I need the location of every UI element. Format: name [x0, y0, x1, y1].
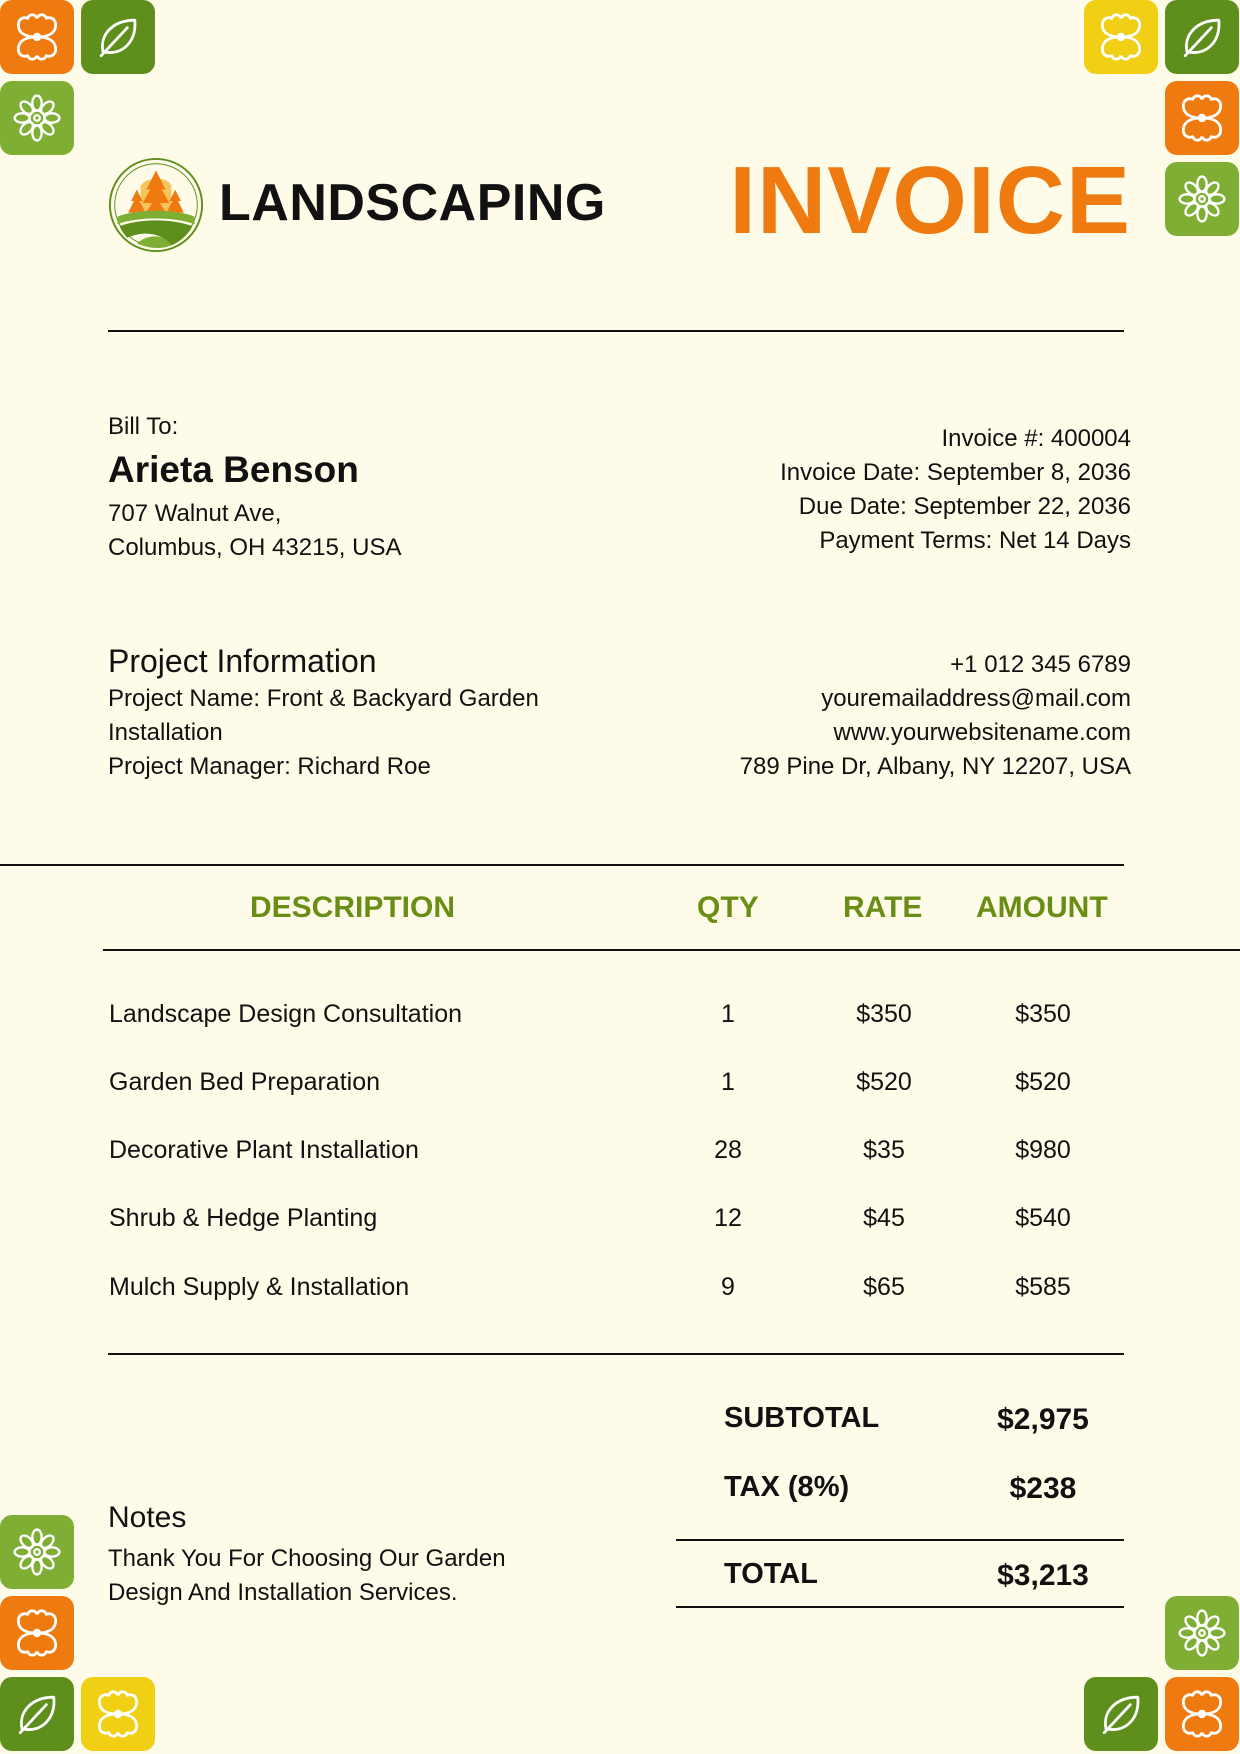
- row-qty: 1: [721, 1068, 735, 1096]
- subtotal-label: SUBTOTAL: [724, 1402, 880, 1434]
- row-rate: $65: [863, 1273, 905, 1301]
- payment-terms: Payment Terms: Net 14 Days: [819, 527, 1131, 554]
- notes-text: [108, 1542, 548, 1610]
- leaf-icon: [0, 1677, 74, 1751]
- row-amount: $540: [1015, 1204, 1071, 1232]
- flower-icon: [0, 1596, 74, 1670]
- client-name: Arieta Benson: [108, 449, 359, 490]
- row-qty: 28: [714, 1136, 742, 1164]
- flower-icon: [81, 1677, 155, 1751]
- row-description: Decorative Plant Installation: [109, 1136, 419, 1164]
- notes-title: Notes: [108, 1501, 187, 1534]
- company-contact: [571, 648, 1131, 784]
- project-name-line1: Project Name: Front & Backyard Garden: [108, 685, 539, 712]
- row-amount: $585: [1015, 1273, 1071, 1301]
- bill-to-label: Bill To:: [108, 413, 179, 440]
- flower-icon: [1084, 0, 1158, 74]
- row-description: Mulch Supply & Installation: [109, 1273, 410, 1301]
- divider: [0, 864, 1124, 866]
- column-header-description: DESCRIPTION: [250, 891, 456, 924]
- sunflower-icon: [1165, 162, 1239, 236]
- project-info-title: Project Information: [108, 643, 377, 679]
- client-address: [108, 497, 568, 565]
- contact-website: www.yourwebsitename.com: [833, 719, 1131, 746]
- page-title: INVOICE: [729, 147, 1131, 254]
- divider: [103, 949, 1240, 951]
- due-date: Due Date: September 22, 2036: [798, 493, 1131, 520]
- row-description: Garden Bed Preparation: [109, 1068, 381, 1096]
- leaf-icon: [81, 0, 155, 74]
- notes-line2: Design And Installation Services.: [108, 1579, 458, 1606]
- divider: [108, 330, 1124, 332]
- leaf-icon: [1084, 1677, 1158, 1751]
- sunflower-icon: [1165, 1596, 1239, 1670]
- row-description: Shrub & Hedge Planting: [109, 1204, 378, 1232]
- divider: [676, 1606, 1124, 1608]
- contact-phone: +1 012 345 6789: [950, 651, 1131, 678]
- contact-address: 789 Pine Dr, Albany, NY 12207, USA: [739, 753, 1131, 780]
- row-amount: $350: [1015, 1000, 1071, 1028]
- project-manager: Project Manager: Richard Roe: [108, 753, 431, 780]
- divider: [108, 1353, 1124, 1355]
- column-header-rate: RATE: [843, 891, 923, 924]
- column-header-amount: AMOUNT: [976, 891, 1108, 924]
- sunflower-icon: [0, 1515, 74, 1589]
- total-label: TOTAL: [724, 1558, 818, 1590]
- invoice-number: Invoice #: 400004: [941, 425, 1131, 452]
- project-info: [108, 682, 628, 784]
- row-rate: $350: [856, 1000, 912, 1028]
- pine-tree-logo: [108, 157, 204, 253]
- row-rate: $35: [863, 1136, 905, 1164]
- subtotal-value: $2,975: [997, 1403, 1089, 1436]
- flower-icon: [1165, 81, 1239, 155]
- divider: [676, 1539, 1124, 1541]
- row-qty: 9: [721, 1273, 735, 1301]
- row-description: Landscape Design Consultation: [109, 1000, 463, 1028]
- notes-line1: Thank You For Choosing Our Garden: [108, 1545, 506, 1572]
- leaf-icon: [1165, 0, 1239, 74]
- invoice-date: Invoice Date: September 8, 2036: [780, 459, 1131, 486]
- row-qty: 12: [714, 1204, 742, 1232]
- invoice-meta: [571, 422, 1131, 558]
- brand-name: LANDSCAPING: [219, 174, 606, 232]
- row-qty: 1: [721, 1000, 735, 1028]
- row-rate: $520: [856, 1068, 912, 1096]
- total-value: $3,213: [997, 1559, 1089, 1592]
- row-rate: $45: [863, 1204, 905, 1232]
- flower-icon: [1165, 1677, 1239, 1751]
- project-name-line2: Installation: [108, 719, 223, 746]
- flower-icon: [0, 0, 74, 74]
- row-amount: $980: [1015, 1136, 1071, 1164]
- sunflower-icon: [0, 81, 74, 155]
- row-amount: $520: [1015, 1068, 1071, 1096]
- tax-value: $238: [1009, 1472, 1077, 1505]
- client-address-line2: Columbus, OH 43215, USA: [108, 534, 402, 561]
- tax-label: TAX (8%): [724, 1471, 850, 1503]
- contact-email: youremailaddress@mail.com: [821, 685, 1131, 712]
- client-address-line1: 707 Walnut Ave,: [108, 500, 282, 527]
- column-header-qty: QTY: [697, 891, 759, 924]
